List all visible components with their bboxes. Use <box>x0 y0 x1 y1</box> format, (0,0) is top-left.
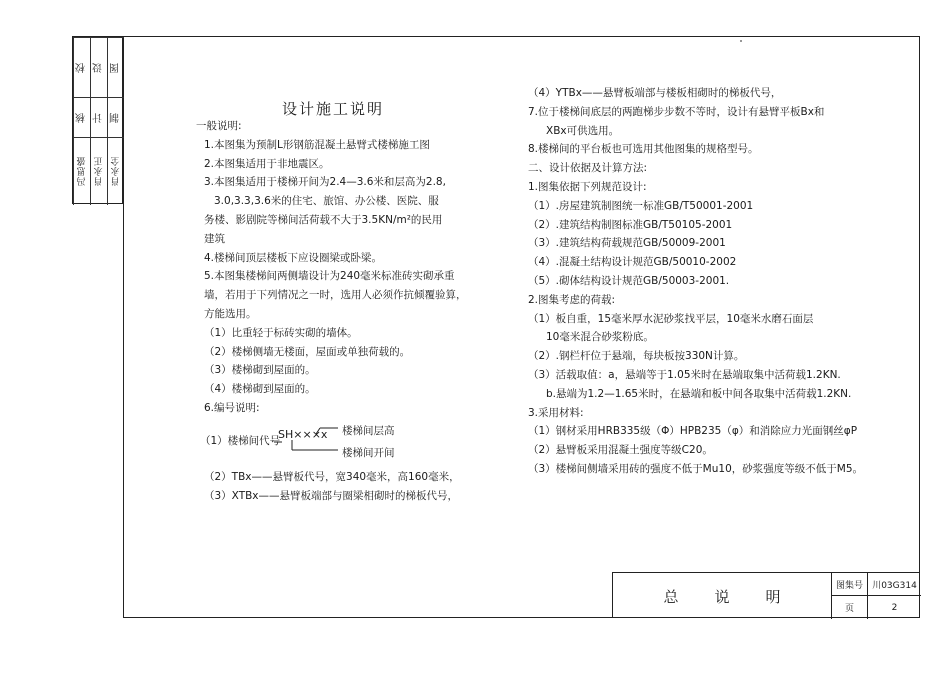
page-title: 设计施工说明 <box>282 100 385 118</box>
note-line: 务楼、影剧院等梯间活荷载不大于3.5KN/m²的民用 <box>204 213 443 226</box>
note-line: （2）楼梯侧墙无楼面，屋面或单独荷载的。 <box>204 345 411 358</box>
note-line: （4）YTBx——悬臂板端部与楼板相砌时的梯板代号， <box>528 87 782 99</box>
code-annotation-height: 楼梯间层高 <box>342 424 395 437</box>
stamp-row-label-1: 校 <box>73 37 90 97</box>
note-line: （3）XTBx——悬臂板端部与圈梁相砌时的梯板代号， <box>204 489 459 502</box>
stamp-role-label-2: 计 <box>90 97 107 137</box>
stamp-row-label-2: 设 <box>90 37 107 97</box>
stamp-name-1: 冯恩盛 <box>73 137 90 205</box>
note-line: 1.图集依据下列规范设计: <box>528 180 647 193</box>
note-line: （3）楼梯间侧墙采用砖的强度不低于Mu10，砂浆强度等级不低于M5。 <box>528 462 863 475</box>
stamp-role-label-3: 制 <box>107 97 124 137</box>
note-line: 10毫米混合砂浆粉底。 <box>546 331 654 344</box>
note-line: 方能选用。 <box>204 307 257 320</box>
note-line: 5.本图集楼梯间两侧墙设计为240毫米标准砖实砌承重 <box>204 270 455 283</box>
page-number: 2 <box>891 602 898 613</box>
stamp-role-label-1: 核 <box>73 97 90 137</box>
note-line: （2）.钢栏杆位于悬端，每块板按330N计算。 <box>528 350 745 363</box>
note-line: 3.采用材料: <box>528 406 584 419</box>
note-line: （2）.建筑结构制图标准GB/T50105-2001 <box>528 218 733 231</box>
note-line: 3.本图集适用于楼梯开间为2.4—3.6米和层高为2.8, <box>204 176 446 189</box>
code-annotation-bay: 楼梯间开间 <box>342 446 395 459</box>
note-line: 4.楼梯间顶层楼板下应设圈梁或卧梁。 <box>204 251 383 264</box>
note-line: b.悬端为1.2—1.65米时，在悬端和板中间各取集中活荷载1.2KN. <box>546 387 852 400</box>
note-line: 8.楼梯间的平台板也可选用其他图集的规格型号。 <box>528 143 759 156</box>
note-line: 7.位于楼梯间底层的两跑梯步步数不等时，设计有悬臂平板Bx和 <box>528 105 825 118</box>
scan-speck <box>740 40 742 42</box>
note-line: （3）活载取值：a，悬端等于1.05米时在悬端取集中活荷载1.2KN. <box>528 368 841 381</box>
code-diagram <box>196 422 514 468</box>
note-line: （3）.建筑结构荷载规范GB/50009-2001 <box>528 237 726 250</box>
stamp-name-3: 肖永全 <box>107 137 124 205</box>
stamp-name-2: 肖永正 <box>90 137 107 205</box>
atlas-value: 川03G314 <box>868 573 921 596</box>
right-column <box>528 84 863 479</box>
check-stamp <box>72 36 123 204</box>
code-text: SH×××x <box>278 427 328 441</box>
note-line: （4）楼梯砌到屋面的。 <box>204 383 316 396</box>
note-line: （3）楼梯砌到屋面的。 <box>204 364 316 377</box>
code-label: （1）楼梯间代号 <box>200 434 281 447</box>
note-line: 3.0,3.3,3.6米的住宅、旅馆、办公楼、医院、服 <box>214 195 439 208</box>
note-line: 6.编号说明: <box>204 401 260 414</box>
note-line: 2.图集考虑的荷载: <box>528 293 616 306</box>
title-block <box>612 572 920 618</box>
note-line: 2.本图集适用于非地震区。 <box>204 157 330 170</box>
drawing-name: 总说明 <box>613 573 832 619</box>
left-column <box>196 117 514 505</box>
note-line: 1.本图集为预制L形钢筋混凝土悬臂式楼梯施工图 <box>204 138 430 151</box>
note-line: （2）TBx——悬臂板代号，宽340毫米，高160毫米， <box>204 470 460 483</box>
note-line: 墙，若用于下列情况之一时，选用人必须作抗倾覆验算， <box>204 289 467 302</box>
note-line: （2）悬臂板采用混凝土强度等级C20。 <box>528 444 713 457</box>
note-line: （1）比重轻于标砖实砌的墙体。 <box>204 326 358 339</box>
note-line: （1）钢材采用HRB335级（Φ）HPB235（φ）和消除应力光面钢丝φP <box>528 425 858 438</box>
page-label: 页 <box>832 596 868 619</box>
note-line: （5）.砌体结构设计规范GB/50003-2001. <box>528 274 730 287</box>
general-heading: 一般说明: <box>196 120 242 132</box>
atlas-label: 图集号 <box>832 573 868 596</box>
stamp-row-label-3: 图 <box>107 37 124 97</box>
section-heading: 二、设计依据及计算方法: <box>528 162 648 175</box>
note-line: （1）板自重，15毫米厚水泥砂浆找平层，10毫米水磨石面层 <box>528 312 814 325</box>
note-line: （4）.混凝土结构设计规范GB/50010-2002 <box>528 256 737 269</box>
note-line: XBx可供选用。 <box>546 124 620 137</box>
note-line: 建筑 <box>204 232 225 245</box>
note-line: （1）.房屋建筑制图统一标准GB/T50001-2001 <box>528 199 754 212</box>
